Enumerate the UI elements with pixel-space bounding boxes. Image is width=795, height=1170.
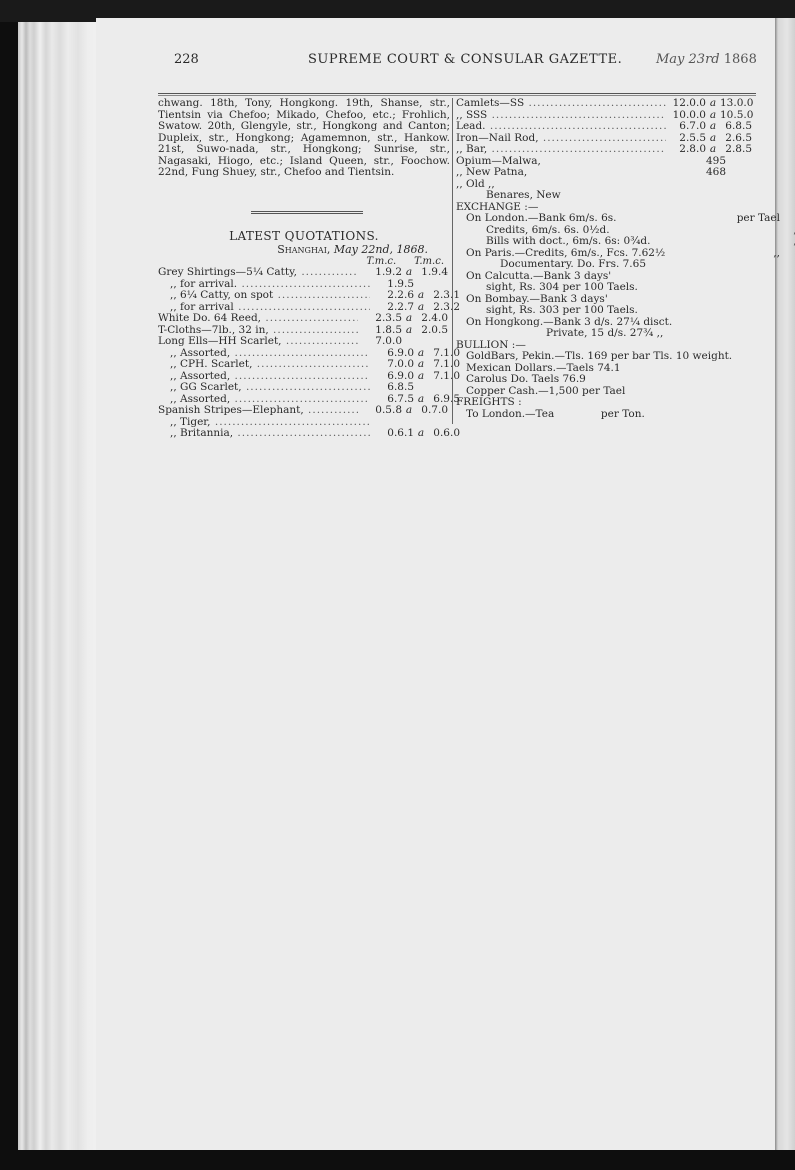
commodity-label: Grey Shirtings—5¼ Catty, ..... [158, 267, 358, 279]
price-low: 12.0.0 [672, 97, 706, 109]
price-low: 2.2.6 [387, 289, 414, 301]
exchange-text: On Calcutta.—Bank 3 days' [466, 270, 612, 282]
exchange-unit [730, 282, 795, 294]
opium-row [456, 156, 776, 168]
opium-row [456, 179, 776, 191]
price-high: 2.0.5 [421, 323, 448, 336]
price-low: 6.7.0 [679, 120, 706, 132]
place-name: Shanghai, [277, 243, 331, 256]
opium-label: ,, Old ,, [456, 178, 495, 190]
price-low: 2.5.5 [679, 131, 706, 144]
quotation-row [158, 405, 450, 417]
exchange-text: On Hongkong.—Bank 3 d/s. 27¼ disct. [466, 316, 673, 328]
exchange-unit [710, 317, 780, 329]
exchange-unit [730, 225, 795, 237]
exchange-row [456, 212, 780, 225]
price-high [416, 336, 448, 348]
exchange-unit: per Tael [736, 212, 780, 224]
commodity-label: Long Ells—HH Scarlet, ..... [158, 336, 358, 348]
exchange-unit [744, 259, 795, 271]
price-separator: a [417, 369, 425, 382]
quotation-row [158, 336, 450, 348]
bullion-heading [456, 340, 776, 352]
exchange-text: On London.—Bank 6m/s. 6s. [466, 213, 617, 224]
running-header [96, 52, 775, 72]
bullion-list [456, 351, 776, 397]
exchange-unit [710, 271, 780, 283]
commodity-label: T-Cloths—7lb., 32 in, ..... [158, 325, 358, 337]
price-separator: a [417, 392, 425, 405]
quotation-row [158, 427, 460, 440]
price-low: 6.9.0 [387, 369, 414, 382]
opium-row [456, 190, 776, 202]
issue-year: 1868 [723, 52, 757, 67]
price-low: 0.6.1 [387, 427, 414, 439]
left-column [158, 97, 460, 440]
price-low: 7.0.0 [387, 358, 414, 370]
price-high: 7.1.0 [433, 346, 460, 359]
commodity-label: ,, Assorted, ..... [158, 371, 370, 383]
exchange-row [456, 282, 776, 294]
exchange-unit [790, 328, 795, 340]
gazette-page [96, 18, 780, 1150]
exchange-row [456, 294, 776, 306]
price-high: 2.8.5 [725, 143, 752, 155]
freight-row [456, 409, 776, 421]
quotation-row [158, 382, 450, 394]
commodity-label: ,, Britannia, ..... [158, 428, 370, 440]
bullion-text: GoldBars, Pekin.—Tls. 169 per bar Tls. 10 weight. [466, 351, 733, 362]
price-high: 2.3.2 [433, 300, 460, 313]
price-separator: a [709, 120, 717, 132]
price-separator: a [405, 312, 413, 324]
exchange-heading-text: EXCHANGE :— [456, 201, 539, 213]
price-high: 10.5.0 [720, 108, 754, 121]
commodity-label: ,, Assorted, ..... [158, 394, 370, 406]
price-low: 7.0.0 [375, 335, 402, 347]
exchange-row [456, 271, 776, 283]
metal-row [456, 121, 776, 133]
bullion-text: Mexican Dollars.—Taels 74.1 [466, 362, 621, 374]
price-high: 6.8.5 [725, 120, 752, 132]
price-separator: a [417, 300, 425, 313]
bullion-row [456, 351, 776, 363]
section-title: LATEST QUOTATIONS. [229, 228, 379, 243]
price-low: 2.8.0 [679, 143, 706, 155]
commodity-label: ,, for arrival ..... [158, 302, 370, 314]
price-low: 1.9.2 [375, 266, 402, 278]
opium-label: Opium—Malwa, [456, 155, 541, 167]
bullion-text: Carolus Do. Taels 76.9 [466, 374, 586, 385]
price-high: 0.6.0 [433, 427, 460, 439]
price-high: 6.9.5 [433, 392, 460, 405]
exchange-text: sight, Rs. 303 per 100 Taels. [486, 305, 638, 316]
issue-date [656, 52, 757, 67]
bullion-heading-text: BULLION :— [456, 339, 526, 351]
exchange-text: On Bombay.—Bank 3 days' [466, 293, 608, 305]
commodity-label: ,, for arrival. ..... [158, 279, 370, 291]
bullion-text: Copper Cash.—1,500 per Tael [466, 385, 626, 397]
exchange-unit [730, 236, 795, 248]
metal-row [456, 98, 776, 110]
price-low: 2.3.5 [375, 312, 402, 324]
exchange-text: sight, Rs. 304 per 100 Taels. [486, 282, 638, 293]
bullion-row [456, 363, 776, 375]
header-rule [158, 93, 756, 96]
bullion-row [456, 374, 776, 386]
freights-heading [456, 397, 776, 409]
price-high: 7.1.0 [433, 369, 460, 382]
price-separator: a [417, 358, 425, 370]
opium-label: ,, New Patna, [456, 167, 528, 178]
exchange-heading [456, 202, 776, 214]
exchange-text: Private, 15 d/s. 27¾ ,, [546, 328, 664, 339]
opium-label: Benares, New [486, 190, 561, 201]
facing-page-edge [775, 18, 795, 1150]
bullion-row [456, 386, 776, 398]
price-low: 2.2.7 [387, 300, 414, 313]
quotations-list [158, 266, 460, 440]
freights-heading-text: FREIGHTS : [456, 397, 522, 408]
price-low: 1.8.5 [375, 323, 402, 336]
exchange-unit [730, 305, 795, 317]
commodity-label: Camlets—SS ..... [456, 98, 666, 110]
section-divider [251, 211, 363, 214]
quotation-row [158, 313, 450, 325]
exchange-row [456, 317, 776, 329]
price-high: 13.0.0 [720, 97, 754, 109]
exchange-text: Bills with doct., 6m/s. 6s: 0¾d. [486, 236, 651, 247]
right-column [456, 97, 780, 420]
price-low: 1.9.5 [387, 277, 414, 290]
commodity-label: ,, Tiger, ..... [158, 417, 370, 429]
price-high: 1.9.4 [421, 266, 448, 278]
quotation-row [158, 267, 450, 279]
freights-list [456, 409, 776, 421]
price-high: 2.4.0 [421, 312, 448, 324]
price-separator: a [709, 143, 717, 155]
exchange-list [456, 212, 780, 340]
price-separator: a [405, 323, 413, 336]
commodity-label: ,, CPH. Scarlet, ..... [158, 359, 370, 371]
price-low: 0.5.8 [375, 404, 402, 416]
price-separator: a [417, 289, 425, 301]
commodity-label: ,, Assorted, ..... [158, 348, 370, 360]
price-separator: a [405, 404, 413, 416]
opium-list [456, 156, 776, 202]
metal-row [456, 144, 776, 156]
price-separator: a [405, 266, 413, 278]
exchange-row [456, 259, 776, 271]
quotation-row [158, 325, 450, 337]
freight-text: To London.—Tea per Ton. [466, 408, 645, 420]
shipping-paragraph: chwang. 18th, Tony, Hongkong. 19th, Shanse, str., Tientsin via Chefoo; Mikado, Chefoo, etc.; Frohlich, Swatow. 20th, Glengyle, str., Hongkong and Canton; Dupleix, str., Hongkong; Agamemnon, str., Hankow. 21st, Suwo-nada, str., Hongkong; Sunrise, str., Nagasaki, Hiogo, etc.; Island Queen, str., Foochow. 22nd, Fung Shuey, str., Chefoo and Tientsin. [158, 97, 450, 178]
exchange-row [456, 236, 776, 248]
opium-price [656, 179, 726, 191]
price-separator: a [709, 108, 717, 121]
col-head-high: T.m.c. [414, 255, 444, 267]
issue-date-day: May 23rd [656, 52, 720, 67]
page-stack-edges [18, 22, 98, 1150]
commodity-label: ,, 6¼ Catty, on spot ..... [158, 290, 370, 302]
publication-title: SUPREME COURT & CONSULAR GAZETTE. [308, 52, 623, 67]
opium-price: 495 [705, 154, 726, 167]
price-separator [414, 382, 428, 394]
metals-list [456, 98, 776, 156]
exchange-unit [710, 294, 780, 306]
commodity-label: White Do. 64 Reed, ..... [158, 313, 358, 325]
quotation-row [158, 289, 460, 302]
commodity-label: ,, GG Scarlet, ..... [158, 382, 370, 394]
page-number: 228 [174, 52, 199, 67]
quotation-row [158, 358, 460, 371]
opium-row [456, 167, 776, 179]
exchange-text: On Paris.—Credits, 6m/s., Fcs. 7.62½ [466, 247, 666, 259]
exchange-row [456, 225, 776, 237]
place-date-line [158, 244, 450, 256]
price-low: 10.0.0 [672, 108, 706, 121]
exchange-text: Credits, 6m/s. 6s. 0½d. [486, 224, 610, 236]
price-low: 6.9.0 [387, 346, 414, 359]
col-head-low: T.m.c. [366, 255, 397, 267]
commodity-label: Iron—Nail Rod, ..... [456, 133, 666, 145]
quotation-date: May 22nd, 1868. [333, 243, 428, 256]
price-separator: a [417, 427, 425, 439]
column-divider [452, 98, 453, 424]
price-low: 6.7.5 [387, 392, 414, 405]
opium-price [686, 190, 756, 202]
price-high: 7.1.0 [433, 358, 460, 370]
price-high: 2.6.5 [725, 131, 752, 144]
commodity-label: Spanish Stripes—Elephant, ..... [158, 405, 358, 417]
opium-price: 468 [705, 166, 726, 178]
price-separator [402, 336, 416, 348]
price-separator: a [709, 97, 717, 109]
commodity-label: Lead. ..... [456, 121, 666, 133]
price-separator: a [709, 131, 717, 144]
commodity-label: ,, Bar, ..... [456, 144, 666, 156]
price-separator: a [417, 346, 425, 359]
exchange-row [456, 328, 776, 340]
price-low: 6.8.5 [387, 381, 414, 393]
price-high: 0.7.0 [421, 404, 448, 416]
exchange-row [456, 246, 780, 260]
commodity-label: ,, SSS ..... [456, 110, 666, 122]
exchange-unit: ,, [773, 246, 780, 259]
price-high: 2.3.1 [433, 289, 460, 301]
exchange-row [456, 305, 776, 317]
exchange-text: Documentary. Do. Frs. 7.65 [500, 259, 647, 270]
